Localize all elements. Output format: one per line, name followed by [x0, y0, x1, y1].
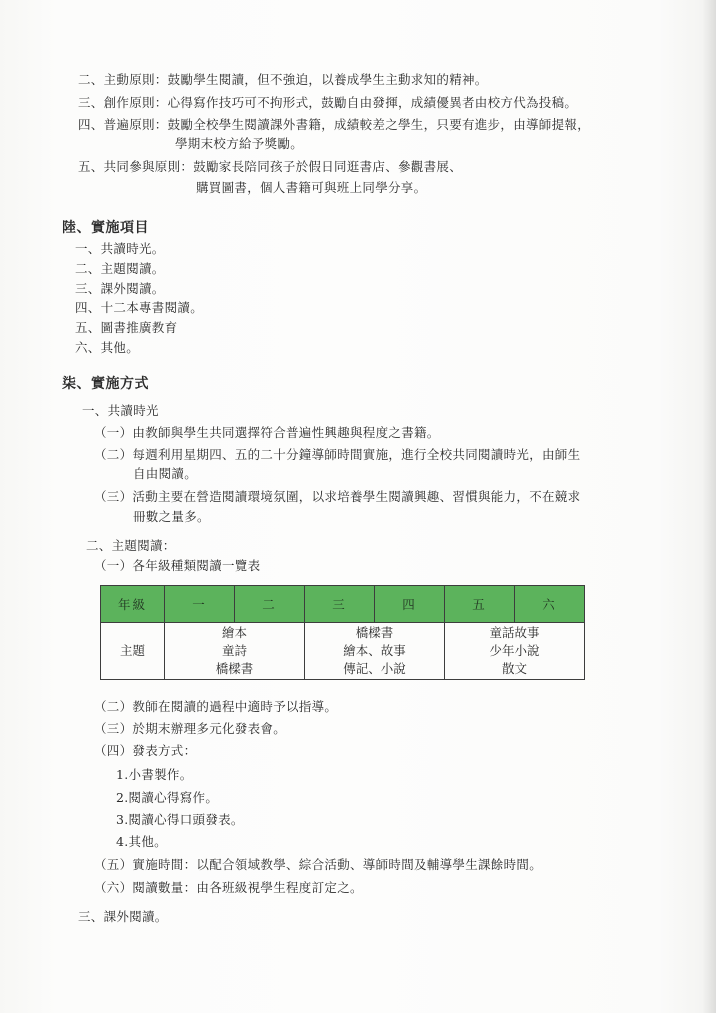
grade-cell: 三	[305, 586, 375, 623]
theme-cell-grades-5-6	[445, 623, 585, 680]
theme-cell-grades-1-2	[165, 623, 305, 680]
shared-reading-line-cont: 冊數之量多。	[133, 509, 210, 524]
theme-reading-line: （二）教師在閱讀的過程中適時予以指導。	[94, 699, 338, 714]
theme-reading-line: （四）發表方式：	[94, 743, 197, 758]
subsection-theme-reading-title: 二、主題閱讀：	[86, 538, 176, 553]
table-caption: （一）各年級種類閱讀一覽表	[94, 558, 261, 573]
shared-reading-line-cont: 自由閱讀。	[133, 466, 198, 481]
shared-reading-line: （一）由教師與學生共同選擇符合普遍性興趣與程度之書籍。	[94, 425, 440, 440]
theme-entry: 童話故事	[489, 625, 540, 640]
presentation-method: 4.其他。	[116, 834, 167, 849]
principle-creative: 三、創作原則：心得寫作技巧可不拘形式，鼓勵自由發揮，成績優異者由校方代為投稿。	[78, 95, 578, 110]
theme-entry: 散文	[501, 661, 527, 676]
page-edge-shadow	[702, 0, 716, 1013]
grade-cell: 四	[375, 586, 445, 623]
subsection-shared-reading-title: 一、共讀時光	[82, 403, 159, 418]
theme-entry: 橋樑書	[215, 661, 254, 676]
subsection-extracurricular-title: 三、課外閱讀。	[78, 909, 168, 924]
principle-universal-cont: 學期末校方給予獎勵。	[175, 136, 304, 151]
grade-cell: 二	[235, 586, 305, 623]
theme-entry: 傳記、小說	[343, 661, 406, 676]
section-6-item: 二、主題閱讀。	[75, 261, 165, 276]
theme-reading-line: （五）實施時間：以配合領域教學、綜合活動、導師時間及輔導學生課餘時間。	[94, 857, 543, 872]
grade-cell: 一	[165, 586, 235, 623]
section-6-item: 五、圖書推廣教育	[75, 320, 178, 335]
principle-universal: 四、普遍原則：鼓勵全校學生閱讀課外書籍，成績較差之學生，只要有進步，由導師提報，	[78, 117, 591, 132]
shared-reading-line: （二）每週利用星期四、五的二十分鐘導師時間實施，進行全校共同閱讀時光，由師生	[94, 447, 581, 462]
theme-reading-line: （六）閱讀數量：由各班級視學生程度訂定之。	[94, 880, 363, 895]
section-6-item: 三、課外閱讀。	[75, 281, 165, 296]
grade-reading-table	[100, 585, 585, 680]
presentation-method: 1.小書製作。	[116, 767, 193, 782]
theme-entry: 繪本	[221, 625, 247, 640]
presentation-method: 2.閱讀心得寫作。	[116, 790, 219, 805]
grade-header-label: 年級	[101, 586, 165, 623]
shared-reading-line: （三）活動主要在營造閱讀環境氛圍，以求培養學生閱讀興趣、習慣與能力，不在競求	[94, 489, 581, 504]
theme-entry: 童詩	[221, 643, 247, 658]
principle-active: 二、主動原則：鼓勵學生閱讀，但不強迫，以養成學生主動求知的精神。	[78, 72, 488, 87]
theme-entry: 繪本、故事	[343, 643, 406, 658]
theme-cell-grades-3-4	[305, 623, 445, 680]
theme-entry: 橋樑書	[355, 625, 394, 640]
section-6-item: 六、其他。	[75, 340, 140, 355]
table-header-row	[101, 586, 585, 623]
grade-cell: 六	[515, 586, 585, 623]
theme-row-label: 主題	[101, 623, 165, 680]
principle-participation: 五、共同參與原則：鼓勵家長陪同孩子於假日同逛書店、參觀書展、	[78, 159, 463, 174]
section-6-item: 四、十二本專書閱讀。	[75, 300, 204, 315]
theme-entry: 少年小說	[489, 643, 540, 658]
grade-cell: 五	[445, 586, 515, 623]
table-theme-row	[101, 623, 585, 680]
section-7-heading: 柒、實施方式	[62, 376, 149, 392]
theme-reading-line: （三）於期末辦理多元化發表會。	[94, 721, 287, 736]
section-6-item: 一、共讀時光。	[75, 241, 165, 256]
section-6-heading: 陸、實施項目	[62, 220, 149, 236]
presentation-method: 3.閱讀心得口頭發表。	[116, 812, 244, 827]
principle-participation-cont: 購買圖書，個人書籍可與班上同學分享。	[196, 180, 427, 195]
